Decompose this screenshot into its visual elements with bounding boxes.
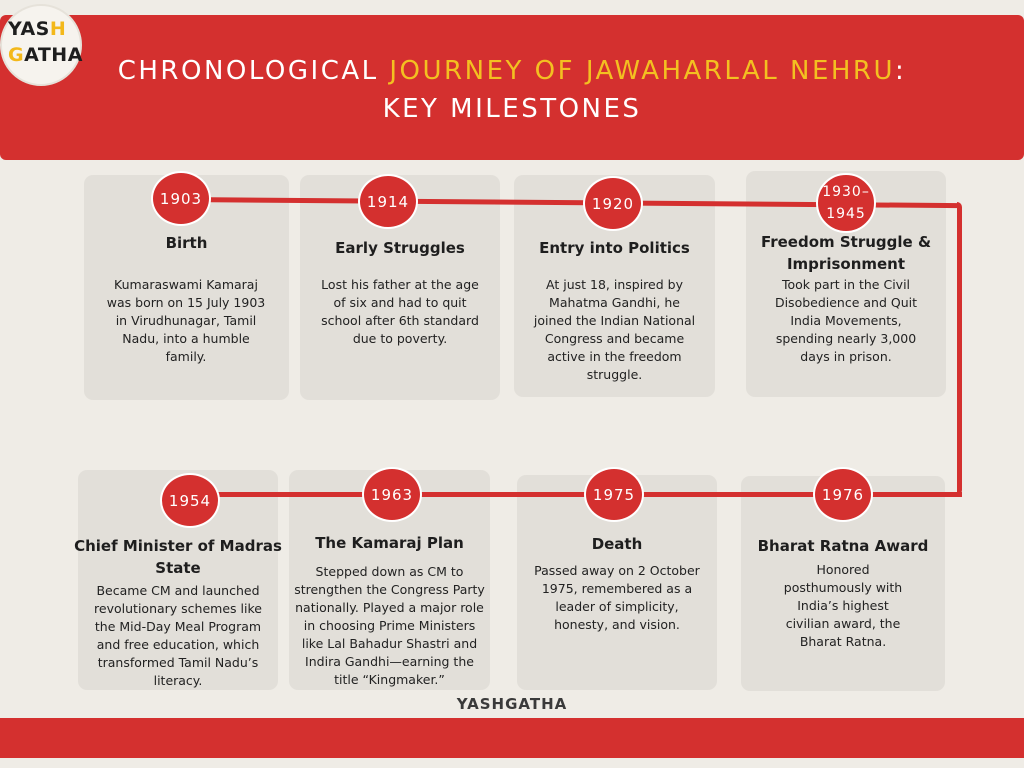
yashgatha-logo: YASH GATHA — [0, 4, 82, 86]
year-badge-1914: 1914 — [358, 174, 418, 229]
year-badge-1976: 1976 — [813, 467, 873, 522]
title-line2: KEY MILESTONES — [382, 94, 642, 124]
milestone-desc: Took part in the Civil Disobedience and Quit India Movements, spending nearly 3,000 days in prison. — [774, 277, 918, 364]
milestone-title: Freedom Struggle & Imprisonment — [760, 233, 932, 273]
milestone-desc: Passed away on 2 October 1975, remembered as a leader of simplicity, honesty, and vision. — [534, 563, 700, 632]
milestone-desc: Became CM and launched revolutionary schemes like the Mid-Day Meal Program and free education, which transformed Tamil Nadu’s literacy. — [94, 583, 262, 688]
title-highlight: JOURNEY OF JAWAHARLAL NEHRU — [389, 56, 896, 86]
title-suffix: : — [895, 56, 907, 86]
year-badge-1963: 1963 — [362, 467, 422, 522]
year-badge-1930-1945: 1930–1945 — [816, 173, 876, 233]
milestone-desc: At just 18, inspired by Mahatma Gandhi, he joined the Indian National Congress and became active in the freedom struggle. — [533, 277, 696, 382]
timeline-line-right — [957, 202, 962, 495]
page-title — [0, 52, 1024, 128]
milestone-title: Chief Minister of Madras State — [74, 537, 282, 577]
title-prefix: CHRONOLOGICAL — [117, 56, 390, 86]
milestone-title: Death — [591, 535, 643, 553]
milestone-desc: Honored posthumously with India’s highest civilian award, the Bharat Ratna. — [783, 562, 903, 649]
milestone-title: Early Struggles — [335, 239, 465, 257]
milestone-desc: Kumaraswami Kamaraj was born on 15 July 1903 in Virudhunagar, Tamil Nadu, into a humble family. — [106, 277, 266, 364]
milestone-title: Bharat Ratna Award — [757, 537, 929, 555]
year-badge-1954: 1954 — [160, 473, 220, 528]
footer-bar — [0, 718, 1024, 758]
footer-brand: YASHGATHA — [456, 695, 568, 713]
milestone-desc: Stepped down as CM to strengthen the Congress Party nationally. Played a major role in choosing Prime Ministers like Lal Bahadur Shastri and Indira Gandhi—earning the title “Kingmaker.” — [294, 564, 485, 687]
milestone-desc: Lost his father at the age of six and had to quit school after 6th standard due to poverty. — [321, 277, 479, 346]
milestone-title: Birth — [165, 234, 208, 252]
year-badge-1903: 1903 — [151, 171, 211, 226]
year-badge-1975: 1975 — [584, 467, 644, 522]
milestone-title: Entry into Politics — [539, 239, 690, 257]
year-badge-1920: 1920 — [583, 176, 643, 231]
milestone-title: The Kamaraj Plan — [315, 534, 464, 552]
